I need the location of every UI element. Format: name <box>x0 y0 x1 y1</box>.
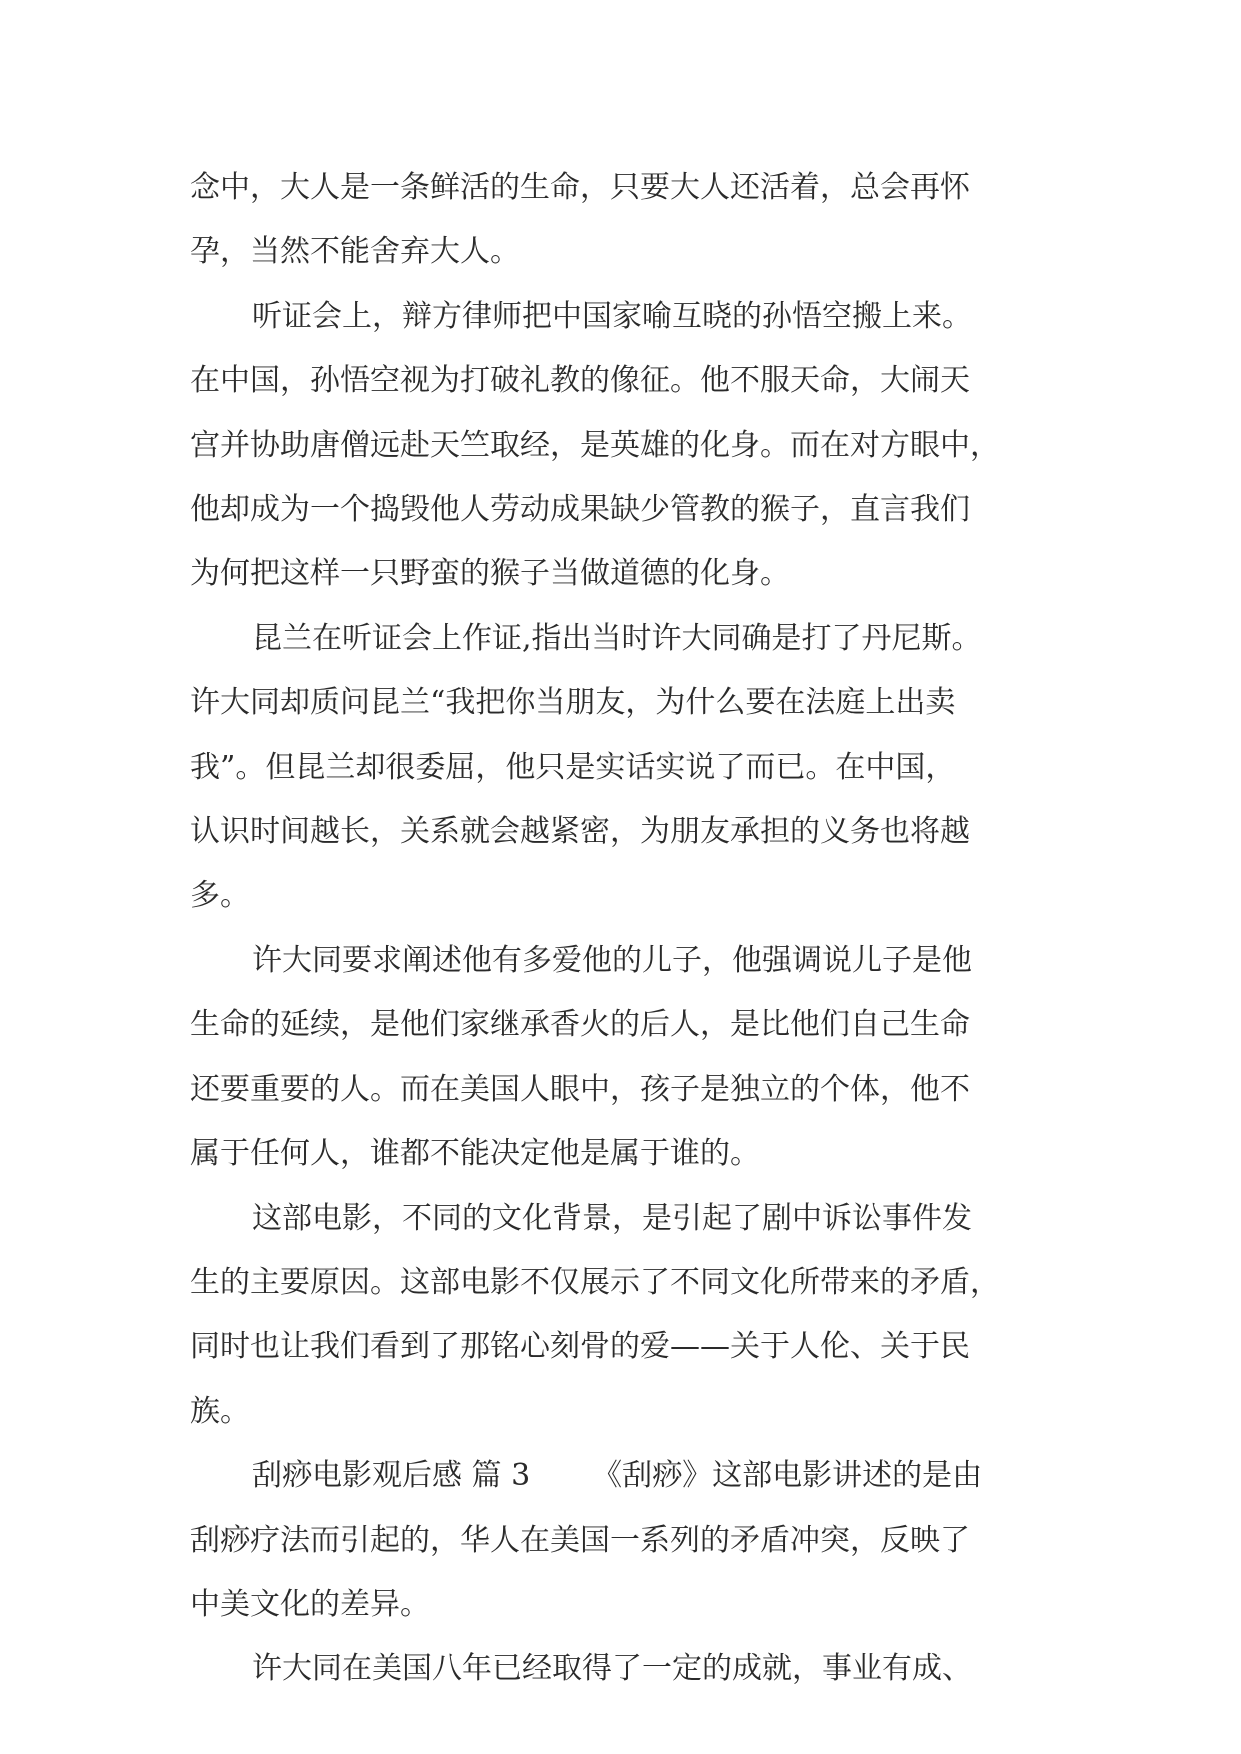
section-lead-text: 《刮痧》这部电影讲述的是由 <box>592 1458 983 1494</box>
text-line: 他却成为一个捣毁他人劳动成果缺少管教的猴子，直言我们 <box>190 492 970 528</box>
text-line: 我”。但昆兰却很委屈，他只是实话实说了而已。在中国， <box>190 749 956 785</box>
text-line: 生命的延续，是他们家继承香火的后人，是比他们自己生命 <box>190 1007 970 1043</box>
paragraph-start-line: 许大同要求阐述他有多爱他的儿子，他强调说儿子是他 <box>252 942 972 978</box>
document-body <box>190 156 1070 1702</box>
text-line: 还要重要的人。而在美国人眼中，孩子是独立的个体，他不 <box>190 1071 970 1107</box>
text-line: 宫并协助唐僧远赴天竺取经，是英雄的化身。而在对方眼中， <box>190 427 1000 463</box>
text-line: 孕，当然不能舍弃大人。 <box>190 234 520 270</box>
section-heading-line <box>190 1444 1070 1508</box>
text-line: 认识时间越长，关系就会越紧密，为朋友承担的义务也将越 <box>190 814 970 850</box>
text-line: 念中，大人是一条鲜活的生命，只要大人还活着，总会再怀 <box>190 170 970 205</box>
text-line: 生的主要原因。这部电影不仅展示了不同文化所带来的矛盾， <box>190 1264 1000 1300</box>
text-line: 族。 <box>190 1393 250 1429</box>
section-heading: 刮痧电影观后感 篇 3 <box>252 1458 531 1494</box>
paragraph-start-line: 听证会上，辩方律师把中国家喻互晓的孙悟空搬上来。 <box>252 298 972 334</box>
text-line: 同时也让我们看到了那铭心刻骨的爱——关于人伦、关于民 <box>190 1329 970 1365</box>
text-line: 许大同却质问昆兰“我把你当朋友，为什么要在法庭上出卖 <box>190 685 956 721</box>
text-line: 刮痧疗法而引起的，华人在美国一系列的矛盾冲突，反映了 <box>190 1522 970 1558</box>
text-line: 多。 <box>190 878 250 914</box>
paragraph-start-line: 许大同在美国八年已经取得了一定的成就，事业有成、 <box>252 1651 972 1687</box>
paragraph-start-line: 昆兰在听证会上作证,指出当时许大同确是打了丹尼斯。 <box>252 620 982 656</box>
text-line: 中美文化的差异。 <box>190 1586 430 1622</box>
text-line: 为何把这样一只野蛮的猴子当做道德的化身。 <box>190 556 790 592</box>
paragraph-start-line: 这部电影，不同的文化背景，是引起了剧中诉讼事件发 <box>252 1200 972 1236</box>
text-line: 在中国，孙悟空视为打破礼教的像征。他不服天命，大闹天 <box>190 363 970 399</box>
text-line: 属于任何人，谁都不能决定他是属于谁的。 <box>190 1136 760 1172</box>
